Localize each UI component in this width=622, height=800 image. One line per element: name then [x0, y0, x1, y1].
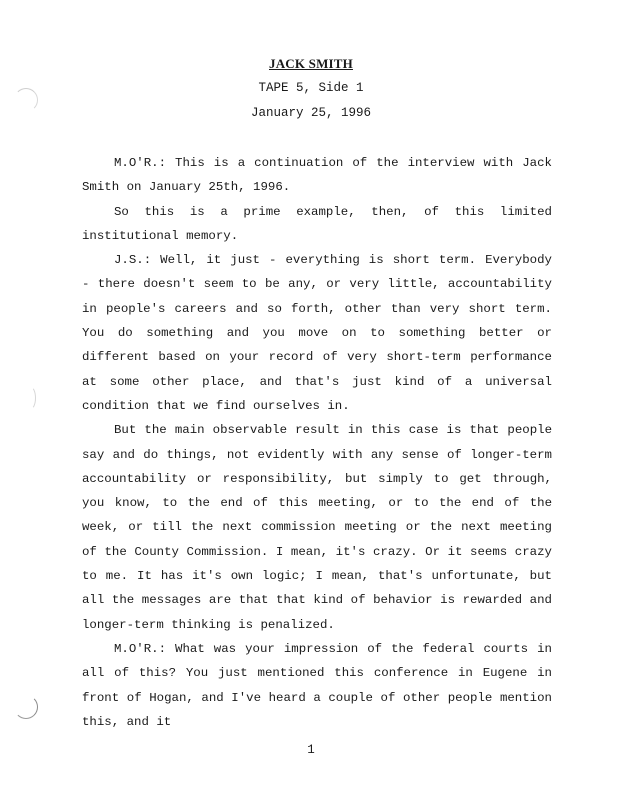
transcript-paragraph: But the main observable result in this case is that people say and do things, not evidently with any sense of longer-term accountability or responsibility, but simply to get through, you know, to the end of this meeting, or to the end of the week, or till the next commission meeting or the next meeting of the County Commission. I mean, it's crazy. Or it seems crazy to me. It has it's own logic; I mean, that's unfortunate, but all the messages are that that kind of behavior is rewarded and longer-term thinking is penalized. [82, 423, 552, 632]
document-title: JACK SMITH [269, 56, 353, 71]
transcript-paragraph: M.O'R.: What was your impression of the federal courts in all of this? You just mentioned this conference in Eugene in front of Hogan, and I've heard a couple of other people mention this, and it [82, 641, 552, 729]
page-number: 1 [307, 743, 315, 757]
transcript-body [82, 151, 552, 734]
interview-date: January 25, 1996 [250, 106, 372, 120]
transcript-paragraph: M.O'R.: This is a continuation of the interview with Jack Smith on January 25th, 1996. [82, 156, 552, 195]
tape-label: TAPE 5, Side 1 [258, 81, 364, 95]
punch-hole-mark [14, 695, 38, 719]
transcript-paragraph: So this is a prime example, then, of this limited institutional memory. [82, 204, 552, 243]
transcript-paragraph: J.S.: Well, it just - everything is short term. Everybody - there doesn't seem to be any, or very little, accountability in people's careers and so forth, other than very short term. You do something and you move on to something better or different based on your record of very short-term performance at some other place, and that's just kind of a universal condition that we find ourselves in. [82, 253, 552, 413]
punch-hole-mark [24, 386, 36, 410]
